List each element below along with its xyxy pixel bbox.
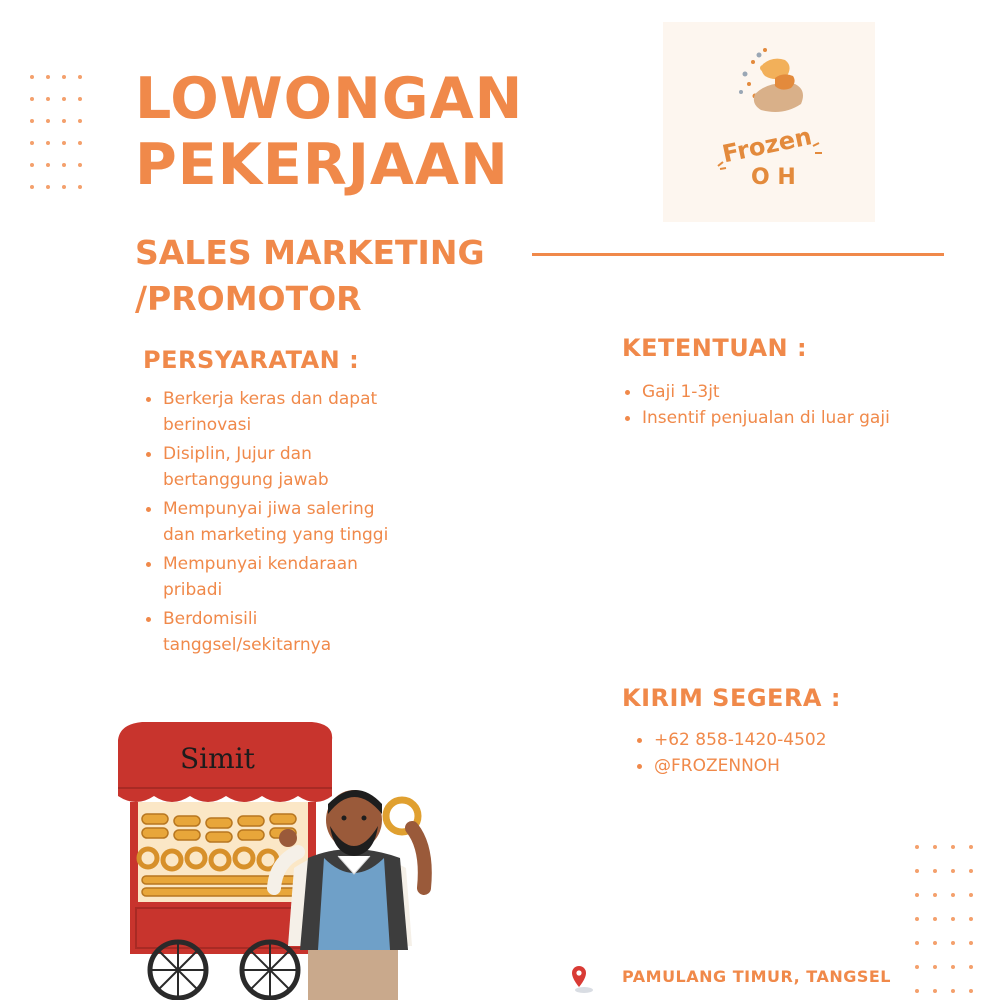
- list-item: [143, 386, 443, 438]
- decorative-dots-top-left: [30, 75, 82, 189]
- vendor-illustration: [112, 718, 442, 1000]
- list-item-line: berinovasi: [163, 415, 252, 435]
- location-pin-icon: [570, 964, 594, 994]
- brand-logo: [663, 22, 875, 222]
- location-text: PAMULANG TIMUR, TANGSEL: [622, 967, 891, 986]
- terms-heading: KETENTUAN :: [622, 334, 808, 362]
- logo-text-line-2: O H: [751, 165, 796, 190]
- requirements-list: [143, 386, 443, 661]
- decorative-dots-bottom-right: [915, 845, 973, 993]
- contact-heading: KIRIM SEGERA :: [622, 684, 841, 712]
- list-item-line: Berkerja keras dan dapat: [163, 389, 378, 409]
- terms-list: [622, 379, 952, 431]
- position-title: [135, 230, 485, 322]
- page-title: [135, 66, 523, 198]
- position-line-1: SALES MARKETING: [135, 233, 485, 272]
- list-item: Insentif penjualan di luar gaji: [622, 405, 952, 431]
- divider-line: [532, 253, 944, 256]
- list-item-line: dan marketing yang tinggi: [163, 525, 389, 545]
- list-item: [143, 441, 443, 493]
- list-item-line: Disiplin, Jujur dan: [163, 444, 312, 464]
- position-line-2: /PROMOTOR: [135, 279, 362, 318]
- simit-cart-illustration: [112, 718, 442, 1000]
- contact-list: [634, 727, 934, 779]
- list-item-line: tanggsel/sekitarnya: [163, 635, 332, 655]
- phone-number: +62 858-1420-4502: [634, 727, 934, 753]
- frozen-oh-logo-graphic: [663, 22, 875, 222]
- list-item-line: pribadi: [163, 580, 223, 600]
- list-item: Gaji 1-3jt: [622, 379, 952, 405]
- list-item-line: Berdomisili: [163, 609, 258, 629]
- list-item-line: bertanggung jawab: [163, 470, 329, 490]
- list-item: [143, 551, 443, 603]
- instagram-handle: @FROZENNOH: [634, 753, 934, 779]
- list-item-line: Mempunyai kendaraan: [163, 554, 358, 574]
- list-item: [143, 606, 443, 658]
- requirements-heading: PERSYARATAN :: [143, 346, 360, 374]
- list-item-line: Mempunyai jiwa salering: [163, 499, 375, 519]
- cart-sign-text: Simit: [180, 742, 255, 775]
- list-item: [143, 496, 443, 548]
- logo-text-line-1: Frozen: [719, 122, 815, 169]
- title-line-2: PEKERJAAN: [135, 132, 509, 198]
- title-line-1: LOWONGAN: [135, 66, 524, 132]
